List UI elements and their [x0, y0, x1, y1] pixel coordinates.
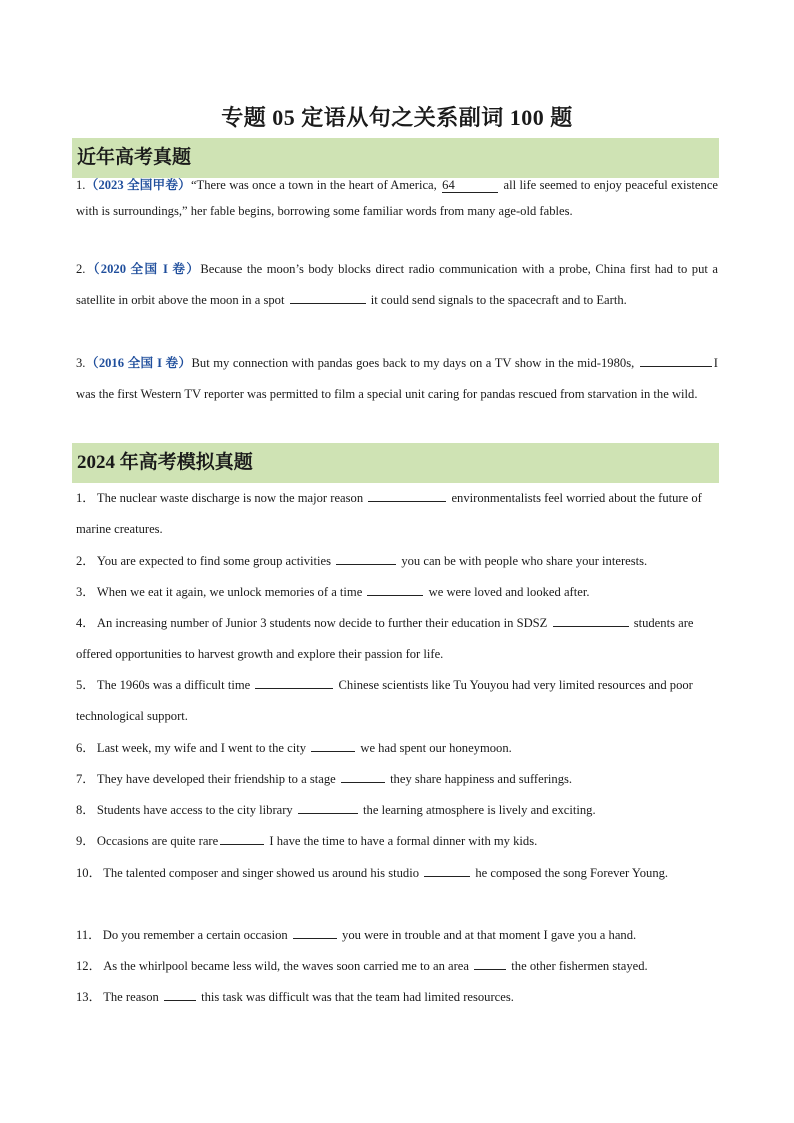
mock-question-10: 10． The talented composer and singer showed us around his studio he composed the song Forever Young.: [76, 858, 718, 889]
answer-blank[interactable]: [293, 924, 337, 939]
answer-blank[interactable]: [164, 986, 196, 1001]
answer-blank[interactable]: [220, 830, 264, 845]
answer-blank[interactable]: [368, 487, 446, 502]
mock-question-3: 3． When we eat it again, we unlock memories of a time we were loved and looked after.: [76, 577, 718, 608]
answer-blank[interactable]: [424, 862, 470, 877]
question-source: （2016 全国 I 卷）: [85, 356, 192, 370]
gaokao-question-2: 2.（2020 全国 I 卷）Because the moon’s body blocks direct radio communication with a probe, China first had to put a satellite in orbit above the moon in a spot it could send signals to the spacecraft and to Earth.: [76, 262, 718, 307]
mock-question-2: 2． You are expected to find some group activities you can be with people who share your interests.: [76, 546, 718, 577]
gaokao-question-1: 1.（2023 全国甲卷）“There was once a town in the heart of America, 64 all life seemed to enjoy peaceful existence with is surroundings,” her fable begins, borrowing some familiar words from many age-old fables.: [76, 178, 718, 218]
section-header-mock: 2024 年高考模拟真题: [72, 443, 719, 483]
mock-question-4: 4． An increasing number of Junior 3 students now decide to further their education in SDSZ students are offered opportunities to harvest growth and explore their passion for life.: [76, 608, 718, 670]
mock-question-6: 6． Last week, my wife and I went to the city we had spent our honeymoon.: [76, 733, 718, 764]
answer-blank[interactable]: 64: [442, 178, 498, 193]
page-title: 专题 05 定语从句之关系副词 100 题: [221, 105, 573, 130]
question-source: （2023 全国甲卷）: [85, 178, 191, 192]
mock-question-8: 8． Students have access to the city library the learning atmosphere is lively and exciting.: [76, 795, 718, 826]
question-source: （2020 全国 I 卷）: [85, 262, 201, 276]
section-header-gaokao: 近年高考真题: [72, 138, 719, 178]
answer-blank[interactable]: [367, 581, 423, 596]
mock-question-11: 11． Do you remember a certain occasion you were in trouble and at that moment I gave you a hand.: [76, 920, 718, 951]
mock-question-13: 13． The reason this task was difficult was that the team had limited resources.: [76, 982, 718, 1013]
answer-blank[interactable]: [311, 737, 355, 752]
mock-question-7: 7． They have developed their friendship to a stage they share happiness and sufferings.: [76, 764, 718, 795]
answer-blank[interactable]: [298, 799, 358, 814]
answer-blank[interactable]: [290, 289, 366, 304]
answer-blank[interactable]: [474, 955, 506, 970]
answer-blank[interactable]: [255, 674, 333, 689]
mock-question-9: 9． Occasions are quite rare I have the time to have a formal dinner with my kids.: [76, 826, 718, 857]
mock-question-5: 5． The 1960s was a difficult time Chinese scientists like Tu Youyou had very limited resources and poor technological support.: [76, 670, 718, 732]
answer-blank[interactable]: [336, 550, 396, 565]
gaokao-question-3: 3.（2016 全国 I 卷）But my connection with pandas goes back to my days on a TV show in the mid-1980s, I was the first Western TV reporter was permitted to film a special unit caring for pandas rescued from starvation in the wild.: [76, 348, 718, 410]
mock-question-1: 1． The nuclear waste discharge is now the major reason environmentalists feel worried about the future of marine creatures.: [76, 483, 718, 545]
mock-question-12: 12． As the whirlpool became less wild, the waves soon carried me to an area the other fishermen stayed.: [76, 951, 718, 982]
answer-blank[interactable]: [553, 612, 629, 627]
answer-blank[interactable]: [341, 768, 385, 783]
answer-blank[interactable]: [640, 352, 712, 367]
